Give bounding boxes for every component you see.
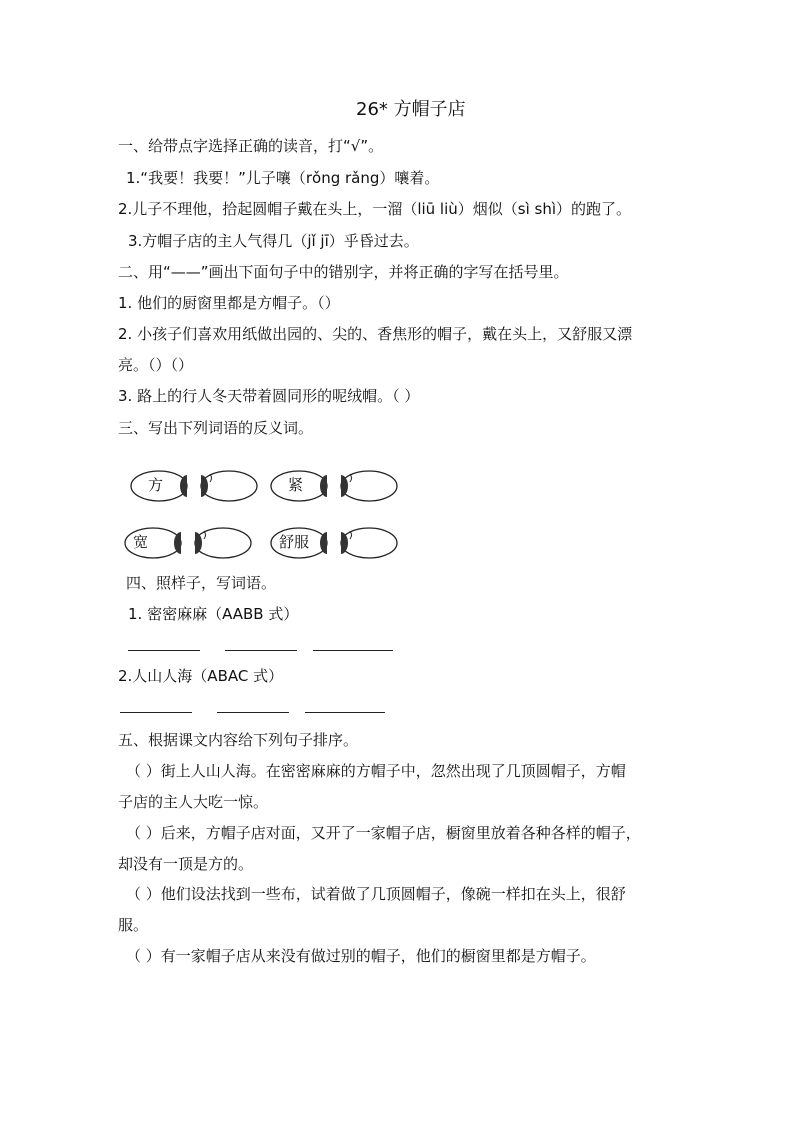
section-1-question-1: 1.“我要！我要！”儿子嚷（rǒng rǎng）嚷着。: [126, 169, 440, 187]
sentence-2-line-2: 却没有一顶是方的。: [118, 855, 254, 873]
answer-blank[interactable]: [120, 712, 192, 713]
antonym-word-shufu: 舒服: [279, 533, 310, 551]
section-4-question-1: 1. 密密麻麻（AABB 式）: [128, 605, 299, 623]
section-2-question-2-line-1: 2. 小孩子们喜欢用纸做出园的、尖的、香焦形的帽子，戴在头上，又舒服又漂: [118, 325, 633, 343]
section-2-question-2-line-2: 亮。（）（）: [118, 356, 194, 374]
sentence-1-line-2: 子店的主人大吃一惊。: [118, 793, 269, 811]
section-2-question-3: 3. 路上的行人冬天带着圆同形的呢绒帽。（ ）: [118, 387, 420, 405]
sentence-4: （ ）有一家帽子店从来没有做过别的帽子，他们的橱窗里都是方帽子。: [126, 947, 596, 965]
page-title: 26* 方帽子店: [356, 99, 466, 120]
sentence-1-line-1: （ ）街上人山人海。在密密麻麻的方帽子中，忽然出现了几顶圆帽子，方帽: [126, 762, 626, 780]
answer-blank[interactable]: [305, 712, 385, 713]
section-4-heading: 四、照样子，写词语。: [126, 574, 277, 592]
answer-blank[interactable]: [225, 650, 297, 651]
section-1-question-2: 2.儿子不理他，拾起圆帽子戴在头上，一溜（liū liù）烟似（sì shì）的跑了。: [118, 200, 632, 218]
sentence-3-line-2: 服。: [118, 916, 149, 934]
section-1-heading: 一、给带点字选择正确的读音，打“√”。: [118, 137, 384, 155]
antonym-word-kuan: 宽: [133, 533, 149, 551]
section-5-heading: 五、根据课文内容给下列句子排序。: [118, 731, 359, 749]
sentence-3-line-1: （ ）他们设法找到一些布，试着做了几顶圆帽子，像碗一样扣在头上，很舒: [126, 885, 626, 903]
sentence-2-line-1: （ ）后来，方帽子店对面，又开了一家帽子店，橱窗里放着各种各样的帽子，: [126, 824, 641, 842]
antonym-word-fang: 方: [148, 476, 164, 494]
antonym-word-jin: 紧: [288, 476, 304, 494]
section-2-question-1: 1. 他们的厨窗里都是方帽子。（）: [118, 294, 340, 312]
answer-blank[interactable]: [217, 712, 289, 713]
section-1-question-3: 3.方帽子店的主人气得几（jǐ jī）乎昏过去。: [128, 232, 419, 250]
answer-blank[interactable]: [313, 650, 393, 651]
section-2-heading: 二、用“——”画出下面句子中的错别字，并将正确的字写在括号里。: [118, 263, 569, 281]
section-3-heading: 三、写出下列词语的反义词。: [118, 419, 314, 437]
answer-blank[interactable]: [128, 650, 200, 651]
section-4-question-2: 2.人山人海（ABAC 式）: [118, 667, 284, 685]
